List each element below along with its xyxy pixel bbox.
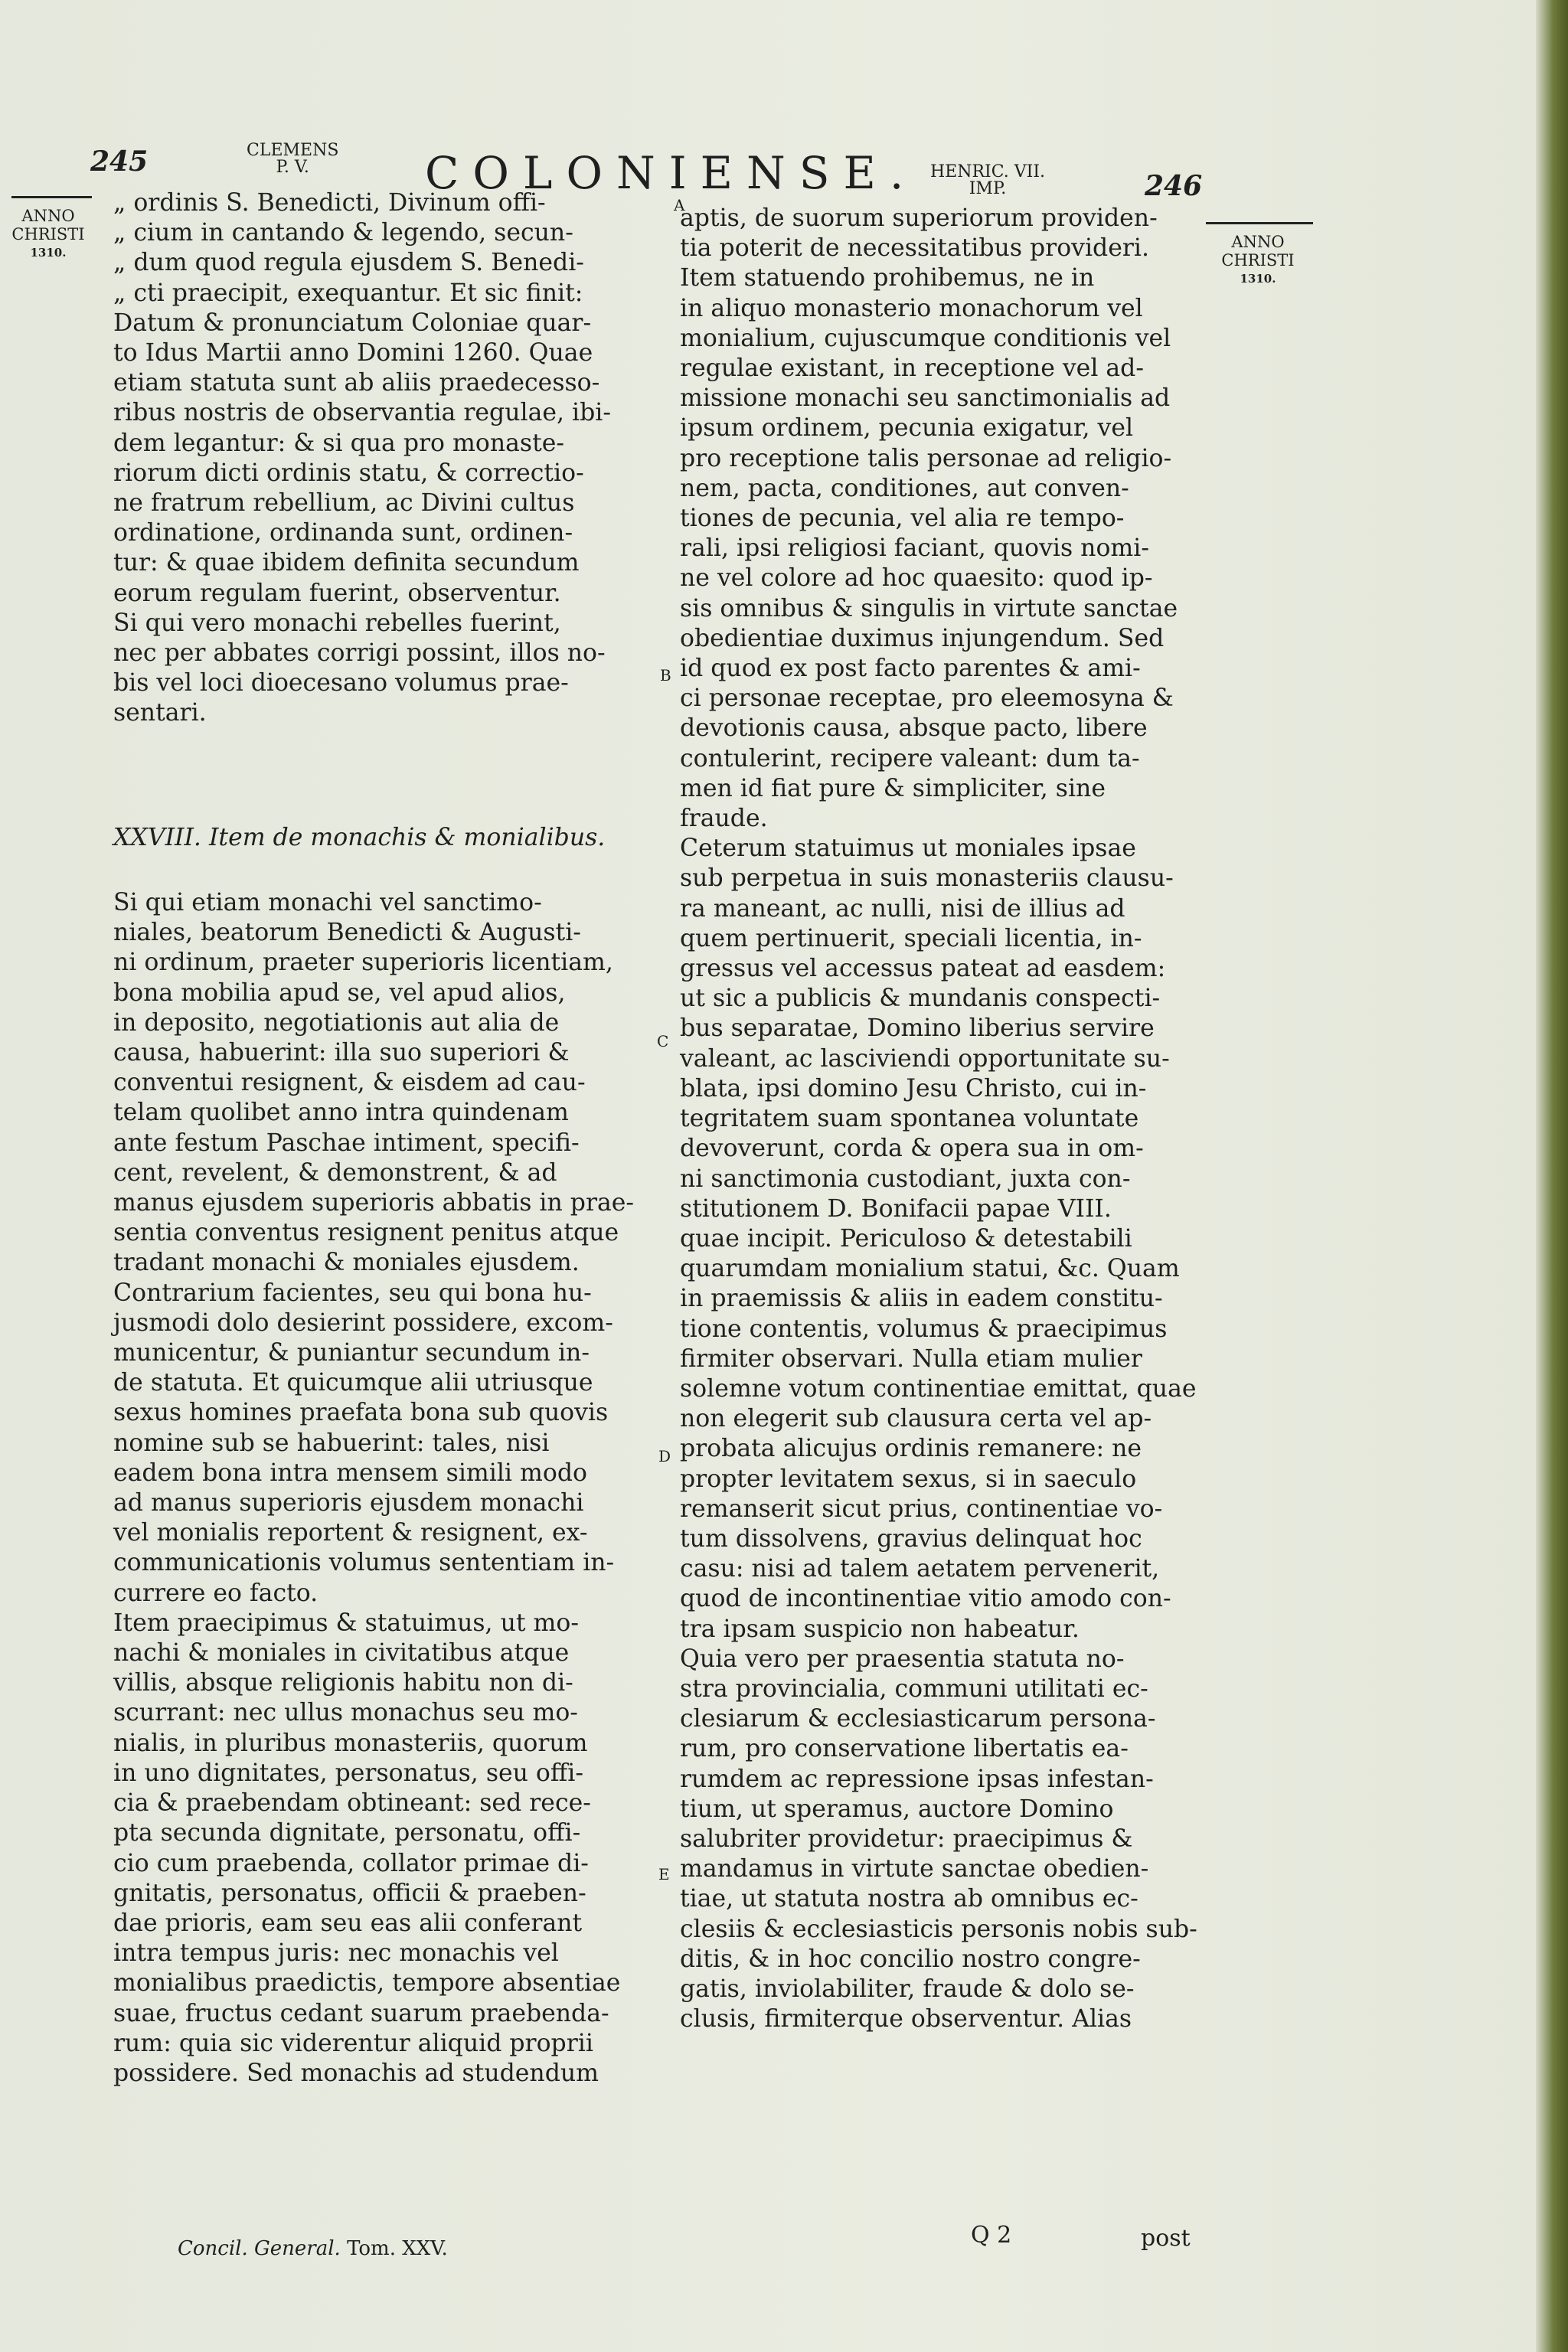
footer-signature: Q 2 <box>971 2222 1012 2249</box>
text-line: gnitatis, personatus, officii & praeben- <box>113 1879 586 1907</box>
text-line: ni sanctimonia custodiant, juxta con- <box>680 1165 1131 1193</box>
text-line: regulae existant, in receptione vel ad- <box>680 354 1144 383</box>
margin-right-anno: ANNO <box>1231 233 1285 251</box>
header-left-line1: CLEMENS <box>247 141 339 160</box>
margin-rule-left <box>11 196 92 198</box>
text-line: mandamus in virtute sanctae obedien- <box>680 1855 1149 1883</box>
text-line: ad manus superioris ejusdem monachi <box>113 1489 584 1517</box>
text-line: nem, pacta, conditiones, aut conven- <box>680 474 1129 502</box>
text-line: id quod ex post facto parentes & ami- <box>680 655 1141 683</box>
margin-rule-right <box>1206 222 1313 224</box>
section-heading <box>113 823 657 853</box>
text-line: municentur, & puniantur secundum in- <box>113 1339 590 1367</box>
text-line: in praemissis & aliis in eadem constitu- <box>680 1285 1163 1313</box>
text-line: tione contentis, volumus & praecipimus <box>680 1315 1168 1343</box>
page-number-left: 245 <box>90 145 149 178</box>
running-title: COLONIENSE. <box>425 147 918 199</box>
text-line: etiam statuta sunt ab aliis praedecesso- <box>113 369 600 397</box>
text-line: manus ejusdem superioris abbatis in prae- <box>113 1189 635 1217</box>
text-line: monialibus praedictis, tempore absentiae <box>113 1969 621 1998</box>
binding-edge <box>1536 0 1568 2352</box>
section-letter-b: B <box>660 666 671 684</box>
text-line: intra tempus juris: nec monachis vel <box>113 1939 559 1968</box>
left-column-body <box>113 888 657 2089</box>
header-right-line1: HENRIC. VII. <box>930 162 1046 181</box>
margin-left-christi: CHRISTI <box>11 225 85 243</box>
section-letter-c: C <box>657 1032 669 1050</box>
text-line: casu: nisi ad talem aetatem pervenerit, <box>680 1555 1160 1583</box>
text-line: Datum & pronunciatum Coloniae quar- <box>113 309 592 337</box>
text-line: aptis, de suorum superiorum providen- <box>680 204 1158 232</box>
footer-source-title: Concil. General. <box>178 2237 341 2260</box>
text-line: monialium, cujuscumque conditionis vel <box>680 324 1171 352</box>
text-line: suae, fructus cedant suarum praebenda- <box>113 1999 609 2027</box>
text-line: pta secunda dignitate, personatu, offi- <box>113 1819 581 1847</box>
text-line: jusmodi dolo desierint possidere, excom- <box>113 1308 613 1337</box>
text-line: clesiarum & ecclesiasticarum persona- <box>680 1705 1156 1733</box>
text-line: quem pertinuerit, speciali licentia, in- <box>680 924 1142 952</box>
text-line: to Idus Martii anno Domini 1260. Quae <box>113 339 593 368</box>
text-line: nachi & moniales in civitatibus atque <box>113 1639 570 1668</box>
text-line: ribus nostris de observantia regulae, ibi- <box>113 399 611 427</box>
text-line: nialis, in pluribus monasteriis, quorum <box>113 1729 588 1757</box>
text-line: Si qui vero monachi rebelles fuerint, <box>113 609 561 637</box>
left-column-top <box>113 188 657 729</box>
text-line: clesiis & ecclesiasticis personis nobis sub- <box>680 1915 1197 1943</box>
text-line: tiae, ut statuta nostra ab omnibus ec- <box>680 1885 1138 1913</box>
text-line: devotionis causa, absque pacto, libere <box>680 714 1148 743</box>
text-line: men id fiat pure & simpliciter, sine <box>680 774 1106 802</box>
text-line: „ cti praecipit, exequantur. Et sic finit: <box>113 279 583 307</box>
text-line: Item praecipimus & statuimus, ut mo- <box>113 1609 580 1637</box>
header-left-label <box>247 142 338 176</box>
margin-right-year: 1310. <box>1240 272 1276 286</box>
text-line: dem legantur: & si qua pro monaste- <box>113 429 565 457</box>
text-line: scurrant: nec ullus monachus seu mo- <box>113 1699 578 1727</box>
text-line: in uno dignitates, personatus, seu offi- <box>113 1759 583 1787</box>
text-line: solemne votum continentiae emittat, quae <box>680 1374 1197 1403</box>
text-line: in aliquo monasterio monachorum vel <box>680 294 1143 322</box>
text-line: conventui resignent, & eisdem ad cau- <box>113 1069 586 1097</box>
text-line: ipsum ordinem, pecunia exigatur, vel <box>680 414 1134 443</box>
text-line: contulerint, recipere valeant: dum ta- <box>680 744 1140 773</box>
text-line: rali, ipsi religiosi faciant, quovis nomi- <box>680 534 1150 563</box>
text-line: possidere. Sed monachis ad studendum <box>113 2059 599 2087</box>
text-line: ni ordinum, praeter superioris licentiam, <box>113 949 613 977</box>
text-line: ante festum Paschae intiment, specifi- <box>113 1129 580 1157</box>
text-line: „ cium in cantando & legendo, secun- <box>113 219 573 247</box>
text-line: tia poterit de necessitatibus provideri. <box>680 234 1150 263</box>
header-right-line2: IMP. <box>969 179 1007 198</box>
text-line: eorum regulam fuerint, observentur. <box>113 579 561 607</box>
text-line: tegritatem suam spontanea voluntate <box>680 1105 1139 1133</box>
text-line: rumdem ac repressione ipsas infestan- <box>680 1765 1154 1793</box>
text-line: quae incipit. Periculoso & detestabili <box>680 1224 1132 1253</box>
text-line: clusis, firmiterque observentur. Alias <box>680 2005 1132 2034</box>
text-line: villis, absque religionis habitu non di- <box>113 1669 573 1697</box>
heading-number: XXVIII. <box>113 824 201 851</box>
text-line: devoverunt, corda & opera sua in om- <box>680 1135 1144 1163</box>
text-line: valeant, ac lasciviendi opportunitate su- <box>680 1044 1170 1073</box>
text-line: probata alicujus ordinis remanere: ne <box>680 1435 1142 1463</box>
margin-left-year: 1310. <box>30 246 67 260</box>
text-line: stra provincialia, communi utilitati ec- <box>680 1674 1148 1703</box>
text-line: nec per abbates corrigi possint, illos no- <box>113 639 606 668</box>
text-line: quod de incontinentiae vitio amodo con- <box>680 1585 1171 1613</box>
margin-note-left <box>6 207 90 262</box>
section-letter-a: A <box>674 196 685 214</box>
margin-note-right <box>1216 233 1300 288</box>
text-line: gatis, inviolabiliter, fraude & dolo se- <box>680 1975 1135 2003</box>
text-line: propter levitatem sexus, si in saeculo <box>680 1465 1137 1493</box>
text-line: blata, ipsi domino Jesu Christo, cui in- <box>680 1074 1147 1102</box>
text-line: remanserit sicut prius, continentiae vo- <box>680 1494 1163 1523</box>
text-line: gressus vel accessus pateat ad easdem: <box>680 955 1166 983</box>
text-line: cent, revelent, & demonstrent, & ad <box>113 1158 557 1187</box>
text-line: nomine sub se habuerint: tales, nisi <box>113 1429 550 1457</box>
text-line: communicationis volumus sententiam in- <box>113 1549 615 1577</box>
text-line: non elegerit sub clausura certa vel ap- <box>680 1405 1152 1433</box>
text-line: sentari. <box>113 699 207 727</box>
text-line: vel monialis reportent & resignent, ex- <box>113 1519 588 1547</box>
text-line: sis omnibus & singulis in virtute sanctae <box>680 594 1178 622</box>
heading-text: Item de monachis & monialibus. <box>208 824 606 851</box>
text-line: dae prioris, eam seu eas alii conferant <box>113 1909 583 1937</box>
header-left-line2: P. V. <box>276 158 309 177</box>
text-line: tiones de pecunia, vel alia re tempo- <box>680 505 1125 533</box>
margin-left-anno: ANNO <box>21 207 75 225</box>
text-line: „ ordinis S. Benedicti, Divinum offi- <box>113 189 546 217</box>
page-number-right: 246 <box>1145 170 1203 202</box>
text-line: ne fratrum rebellium, ac Divini cultus <box>113 489 575 518</box>
text-line: telam quolibet anno intra quindenam <box>113 1099 569 1127</box>
text-line: Contrarium facientes, seu qui bona hu- <box>113 1279 592 1307</box>
text-line: bis vel loci dioecesano volumus prae- <box>113 669 569 697</box>
text-line: currere eo facto. <box>113 1579 318 1607</box>
header-right-label <box>930 164 1045 198</box>
text-line: obedientiae duximus injungendum. Sed <box>680 624 1165 652</box>
text-line: rum, pro conservatione libertatis ea- <box>680 1735 1129 1763</box>
text-line: ci personae receptae, pro eleemosyna & <box>680 684 1174 713</box>
text-line: fraude. <box>680 805 768 833</box>
text-line: cia & praebendam obtineant: sed rece- <box>113 1789 591 1818</box>
text-line: in deposito, negotiationis aut alia de <box>113 1008 560 1037</box>
text-line: bona mobilia apud se, vel apud alios, <box>113 978 566 1007</box>
text-line: Ceterum statuimus ut moniales ipsae <box>680 835 1136 863</box>
text-line: rum: quia sic viderentur aliquid proprii <box>113 2029 593 2057</box>
text-line: cio cum praebenda, collator primae di- <box>113 1849 589 1877</box>
text-line: firmiter observari. Nulla etiam mulier <box>680 1344 1142 1373</box>
text-line: de statuta. Et quicumque alii utriusque <box>113 1369 593 1397</box>
margin-right-christi: CHRISTI <box>1221 251 1295 270</box>
text-line: ditis, & in hoc concilio nostro congre- <box>680 1945 1141 1973</box>
right-column <box>680 204 1216 2034</box>
text-line: eadem bona intra mensem simili modo <box>113 1459 587 1487</box>
text-line: tum dissolvens, gravius delinquat hoc <box>680 1524 1142 1553</box>
text-line: quarumdam monialium statui, &c. Quam <box>680 1255 1180 1283</box>
footer-catchword: post <box>1141 2225 1191 2252</box>
text-line: sentia conventus resignent penitus atque <box>113 1219 619 1247</box>
text-line: ut sic a publicis & mundanis conspecti- <box>680 985 1161 1013</box>
section-letter-d: D <box>658 1447 671 1465</box>
text-line: riorum dicti ordinis statu, & correctio- <box>113 459 584 487</box>
text-line: missione monachi seu sanctimonialis ad <box>680 384 1171 413</box>
text-line: causa, habuerint: illa suo superiori & <box>113 1039 570 1067</box>
section-letter-e: E <box>658 1865 670 1883</box>
text-line: ne vel colore ad hoc quaesito: quod ip- <box>680 564 1153 593</box>
text-line: „ dum quod regula ejusdem S. Benedi- <box>113 249 584 277</box>
text-line: niales, beatorum Benedicti & Augusti- <box>113 919 581 947</box>
text-line: ordinatione, ordinanda sunt, ordinen- <box>113 519 573 547</box>
text-line: salubriter providetur: praecipimus & <box>680 1824 1133 1853</box>
text-line: Quia vero per praesentia statuta no- <box>680 1645 1125 1673</box>
text-line: tradant monachi & moniales ejusdem. <box>113 1249 580 1277</box>
text-line: stitutionem D. Bonifacii papae VIII. <box>680 1194 1112 1223</box>
text-line: tra ipsam suspicio non habeatur. <box>680 1615 1080 1643</box>
text-line: Si qui etiam monachi vel sanctimo- <box>113 889 542 916</box>
text-line: pro receptione talis personae ad religio- <box>680 444 1172 472</box>
footer-source <box>178 2237 448 2260</box>
text-line: sexus homines praefata bona sub quovis <box>113 1399 609 1427</box>
text-line: bus separatae, Domino liberius servire <box>680 1014 1155 1043</box>
text-line: sub perpetua in suis monasteriis clausu- <box>680 864 1174 893</box>
text-line: ra maneant, ac nulli, nisi de illius ad <box>680 894 1125 923</box>
text-line: Item statuendo prohibemus, ne in <box>680 264 1095 292</box>
text-line: tur: & quae ibidem definita secundum <box>113 549 580 577</box>
footer-source-tom: Tom. XXV. <box>347 2237 448 2260</box>
text-line: tium, ut speramus, auctore Domino <box>680 1795 1114 1823</box>
